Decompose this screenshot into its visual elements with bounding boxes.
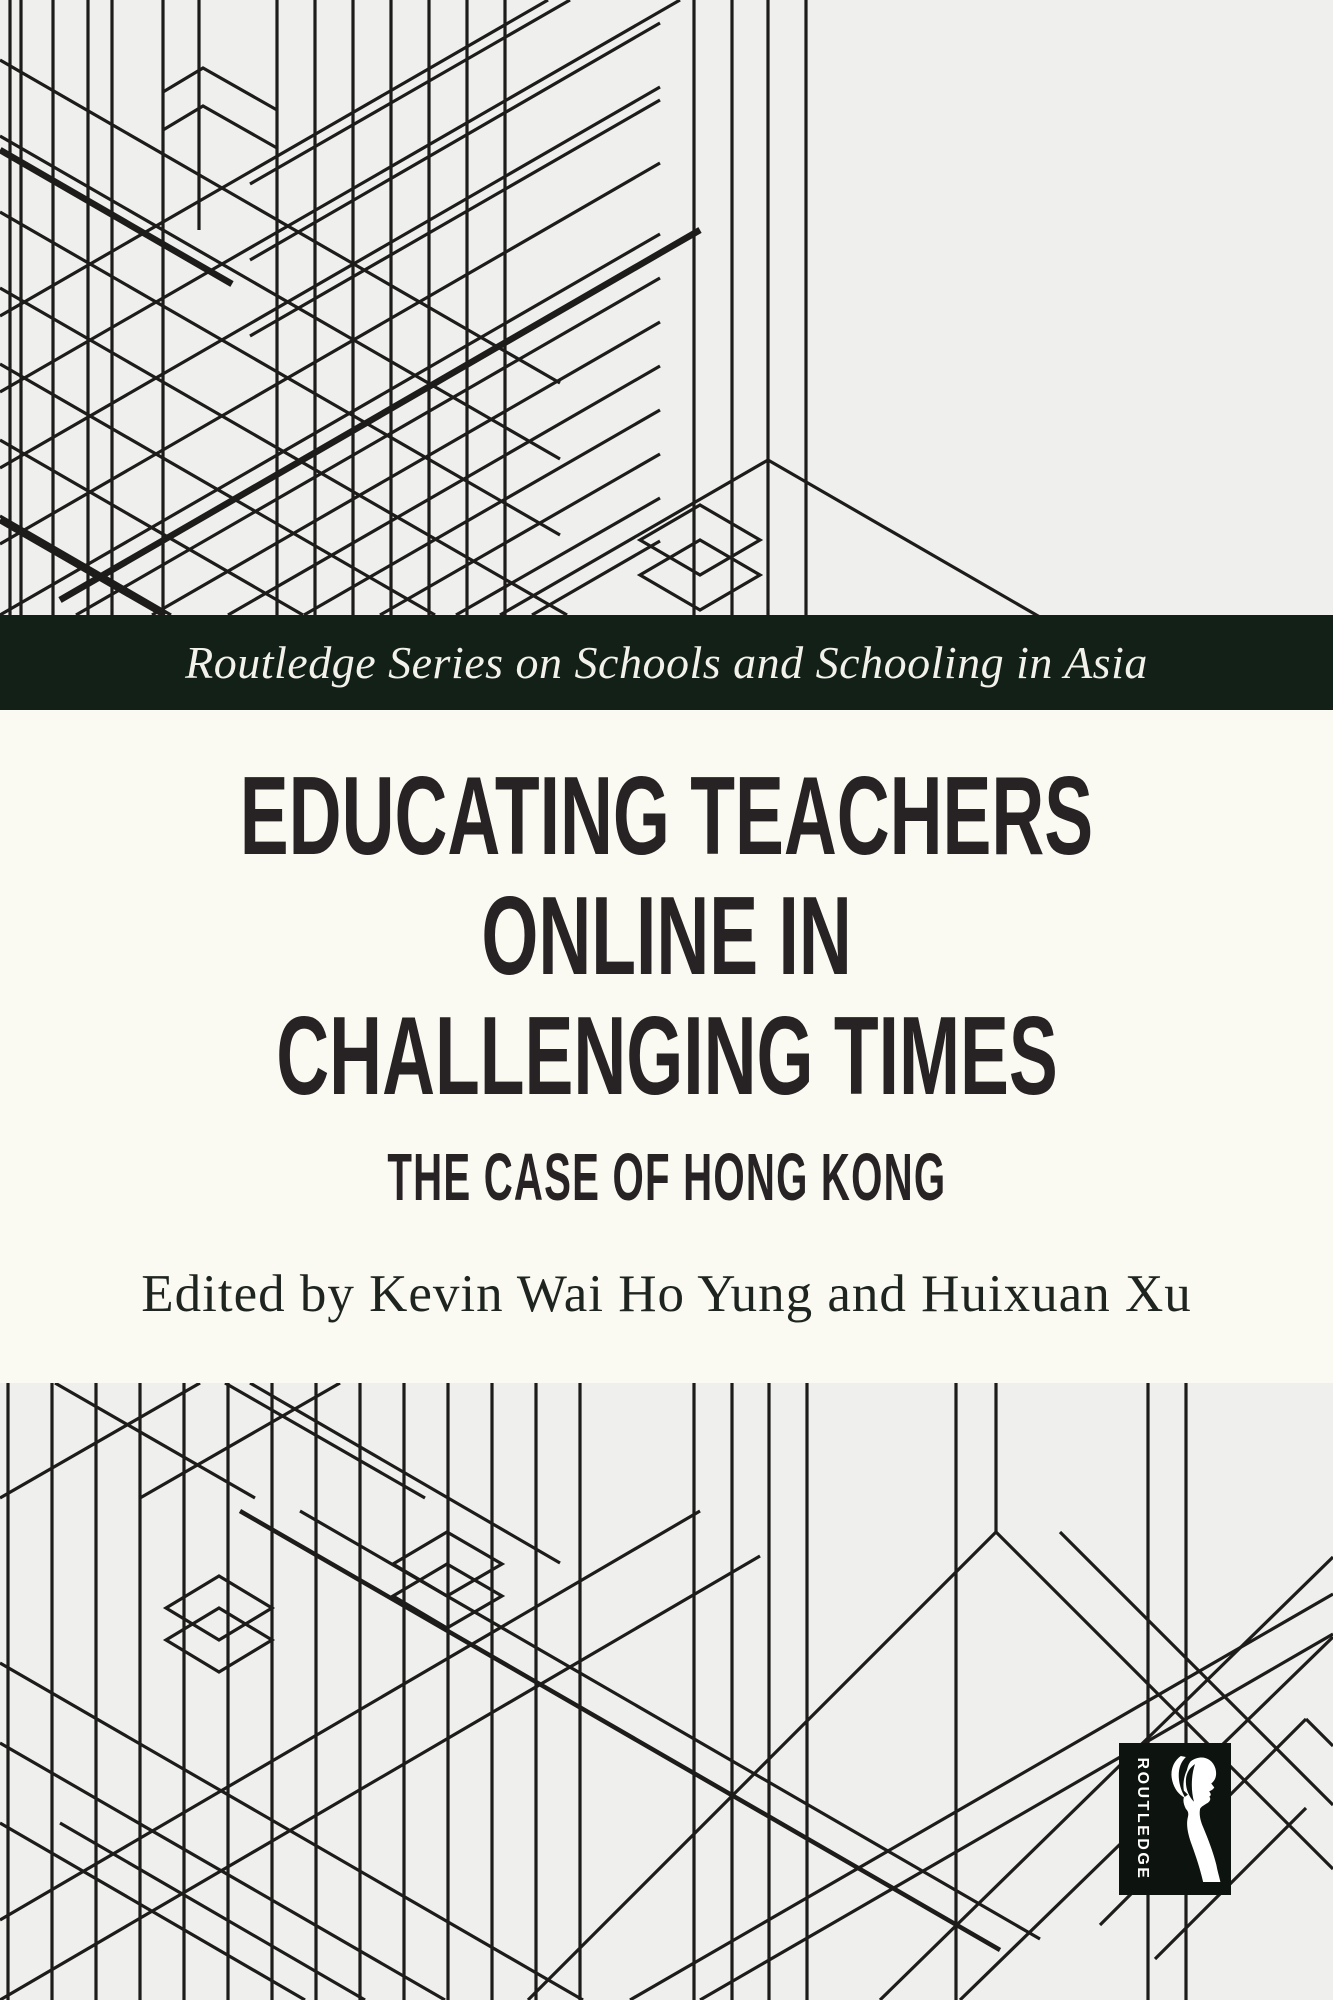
series-banner: [0, 615, 1333, 710]
routledge-logo: [1119, 1743, 1231, 1895]
routledge-logo-label: ROUTLEDGE: [1134, 1757, 1151, 1881]
title-line-2: ONLINE IN: [481, 874, 852, 998]
editors-line: Edited by Kevin Wai Ho Yung and Huixuan Xu: [141, 1265, 1192, 1323]
top-pattern-illustration-icon: [0, 0, 1333, 615]
title-line-3: CHALLENGING TIMES: [275, 994, 1058, 1118]
book-title: [0, 756, 1333, 1116]
top-pattern-art: [0, 0, 1333, 615]
book-subtitle: THE CASE OF HONG KONG: [387, 1140, 946, 1215]
routledge-face-icon: [1164, 1754, 1226, 1884]
title-line-1: EDUCATING TEACHERS: [239, 754, 1094, 878]
bottom-pattern-illustration-icon: [0, 1383, 1333, 2000]
series-banner-text: Routledge Series on Schools and Schooling in Asia: [185, 637, 1148, 688]
bottom-pattern-art: [0, 1383, 1333, 2000]
